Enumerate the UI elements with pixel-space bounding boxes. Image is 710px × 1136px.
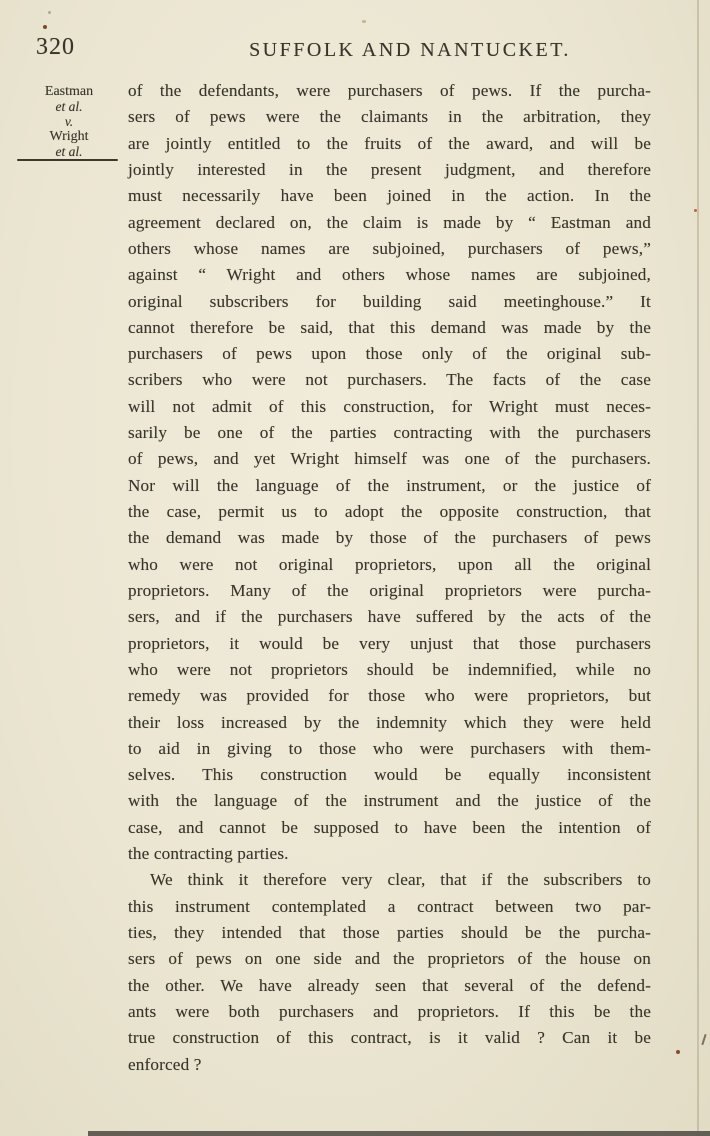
text-line: the other. We have already seen that several of the defend- <box>128 975 651 995</box>
sidenote-line: Eastman <box>44 84 94 99</box>
text-line: their loss increased by the indemnity which they were held <box>128 712 651 732</box>
paper-speck <box>676 1050 680 1054</box>
text-line: sers of pews were the claimants in the arbitration, they <box>128 107 651 127</box>
text-line: proprietors. Many of the original proprietors were purcha- <box>128 580 651 600</box>
scan-edge-band <box>88 1131 710 1136</box>
text-line: with the language of the instrument and the justice of the <box>128 791 651 811</box>
sidenote-rule <box>17 159 118 161</box>
text-line: sers, and if the purchasers have suffered by the acts of the <box>128 607 651 627</box>
text-line: of the defendants, were purchasers of pews. If the purcha- <box>128 81 651 100</box>
text-line: agreement declared on, the claim is made by “ Eastman and <box>128 212 651 232</box>
text-line: the contracting parties. <box>128 844 289 864</box>
paper-speck <box>362 20 366 23</box>
text-line: are jointly entitled to the fruits of the award, and will be <box>128 133 651 153</box>
paper-speck <box>48 11 51 14</box>
text-line: this instrument contemplated a contract between two par- <box>128 896 651 916</box>
text-line: who were not original proprietors, upon all the original <box>128 554 651 574</box>
text-line: We think it therefore very clear, that if the subscribers to <box>150 870 651 890</box>
text-line: selves. This construction would be equally inconsistent <box>128 765 651 785</box>
text-line: to aid in giving to those who were purchasers with them- <box>128 738 651 758</box>
text-line: of pews, and yet Wright himself was one of the purchasers. <box>128 449 651 469</box>
sidenote-line: et al. <box>55 144 83 159</box>
text-line: ants were both purchasers and proprietors. If this be the <box>128 1001 651 1021</box>
case-sidenote <box>18 84 120 159</box>
text-line: proprietors, it would be very unjust that those purchasers <box>128 633 651 653</box>
text-line: others whose names are subjoined, purchasers of pews,” <box>128 238 651 258</box>
text-line: ties, they intended that those parties should be the purcha- <box>128 923 651 942</box>
text-line: original subscribers for building said meetinghouse.” It <box>128 291 651 311</box>
text-line: purchasers of pews upon those only of the original sub- <box>128 344 651 364</box>
text-line: true construction of this contract, is it valid ? Can it be <box>128 1028 651 1048</box>
sidenote-line: v. <box>64 114 74 129</box>
text-line: sers of pews on one side and the proprietors of the house on <box>128 949 651 969</box>
paper-speck <box>43 25 47 29</box>
text-line: against “ Wright and others whose names are subjoined, <box>128 265 651 285</box>
text-line: the case, permit us to adopt the opposite construction, that <box>128 502 651 521</box>
sidenote-line: et al. <box>55 99 83 114</box>
text-line: jointly interested in the present judgment, and therefore <box>128 159 651 179</box>
text-line: remedy was provided for those who were proprietors, but <box>128 686 651 706</box>
text-line: Nor will the language of the instrument, or the justice of <box>128 475 651 495</box>
paper-speck <box>694 209 697 212</box>
running-head: SUFFOLK AND NANTUCKET. <box>249 39 571 61</box>
text-line: scribers who were not purchasers. The facts of the case <box>128 370 651 390</box>
pen-mark <box>701 1034 706 1045</box>
page-crease-line <box>697 0 699 1136</box>
text-line: will not admit of this construction, for Wright must neces- <box>128 396 651 416</box>
text-line: sarily be one of the parties contracting with the purchasers <box>128 423 651 443</box>
text-line: case, and cannot be supposed to have been the intention of <box>128 817 651 837</box>
text-line: must necessarily have been joined in the action. In the <box>128 186 651 206</box>
body-text <box>128 78 651 1078</box>
page-number: 320 <box>36 34 75 60</box>
text-line: who were not proprietors should be indemnified, while no <box>128 659 651 679</box>
text-line: enforced ? <box>128 1054 202 1074</box>
sidenote-line: Wright <box>49 129 89 144</box>
text-line: cannot therefore be said, that this demand was made by the <box>128 317 651 337</box>
text-line: the demand was made by those of the purchasers of pews <box>128 528 651 548</box>
